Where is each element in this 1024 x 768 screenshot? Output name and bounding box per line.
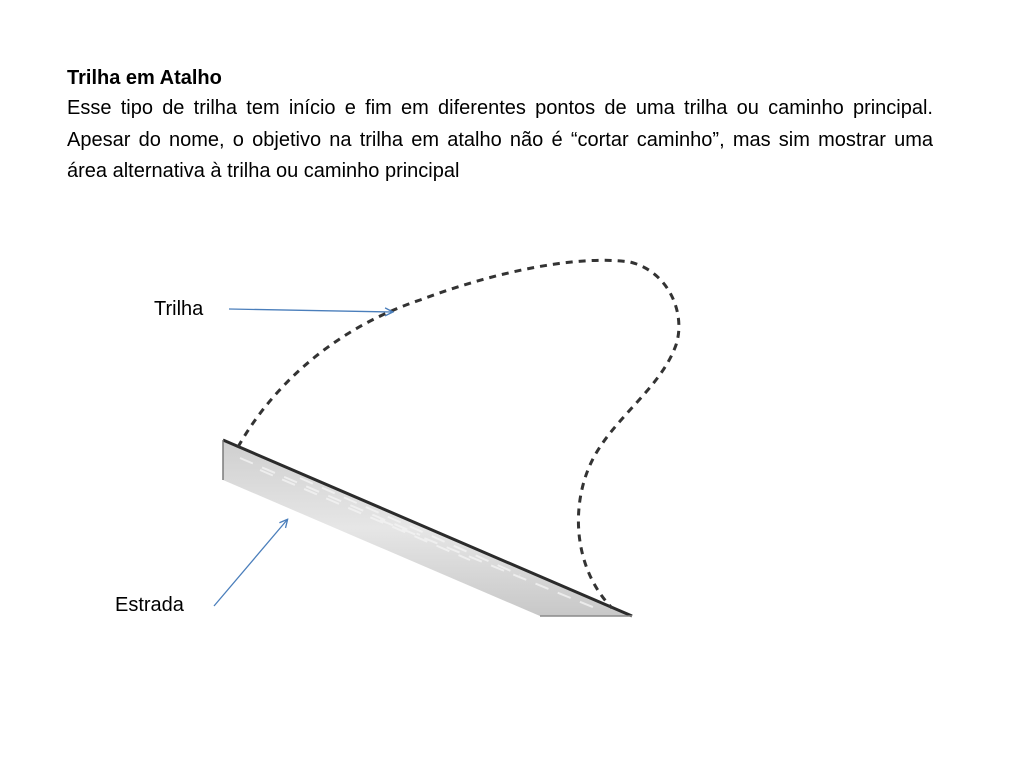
trail-label: Trilha bbox=[154, 298, 204, 320]
road-texture bbox=[240, 458, 600, 610]
slide-title: Trilha em Atalho bbox=[67, 67, 222, 89]
slide-body-text: Esse tipo de trilha tem início e fim em diferentes pontos de uma trilha ou caminho principal. Apesar do nome, o objetivo na trilha em atalho não é “cortar caminho”, mas sim mostrar uma área alternativa à trilha ou caminho principal bbox=[67, 97, 933, 182]
road-arrow bbox=[214, 520, 287, 606]
road-shape bbox=[223, 440, 632, 616]
trail-arrow bbox=[229, 309, 392, 312]
road-top-edge bbox=[223, 440, 632, 616]
road-label: Estrada bbox=[115, 594, 184, 616]
